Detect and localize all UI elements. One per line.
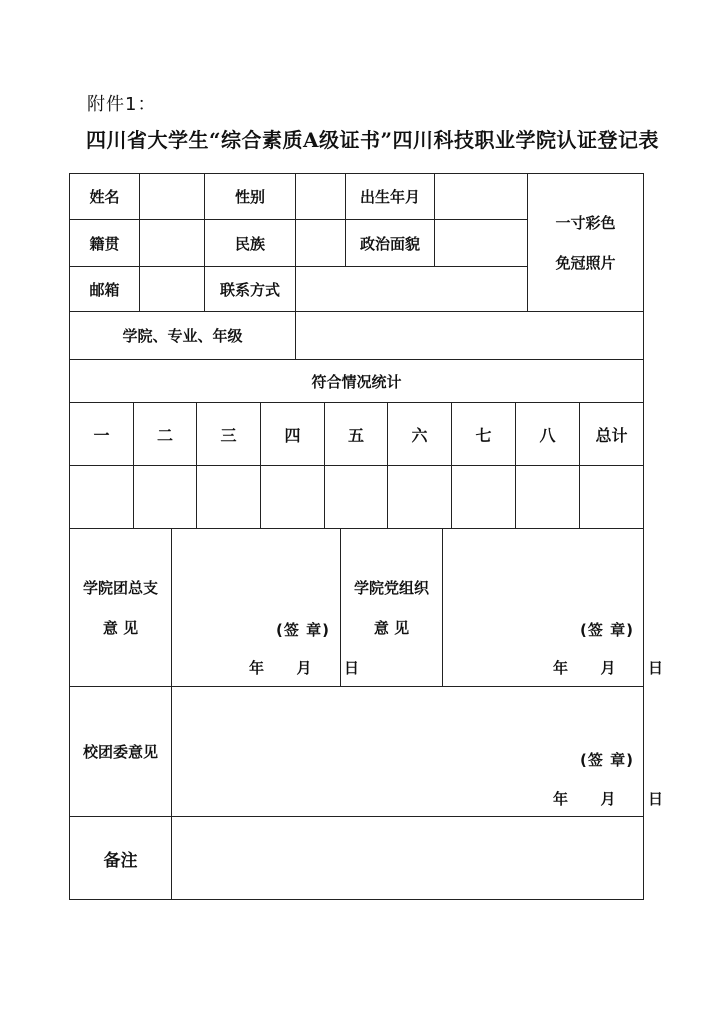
- league-branch-date-year: 年: [249, 659, 265, 677]
- stats-header: 符合情况统计: [69, 359, 644, 403]
- birth-field[interactable]: [434, 173, 528, 220]
- photo-text-line1: 一寸彩色: [555, 213, 616, 232]
- political-status-label: 政治面貌: [345, 219, 435, 267]
- league-branch-date-month: 月: [296, 659, 312, 677]
- school-league-date-month: 月: [600, 790, 616, 808]
- gender-field[interactable]: [295, 173, 346, 220]
- stats-column-8: 八: [515, 402, 580, 466]
- league-branch-opinion-label: [69, 528, 172, 687]
- school-league-date-year: 年: [553, 790, 569, 808]
- stats-value-5[interactable]: [324, 465, 388, 529]
- ethnicity-label: 民族: [204, 219, 296, 267]
- party-org-signature: (签 章): [580, 621, 634, 639]
- school-league-opinion-label: 校团委意见: [69, 686, 172, 817]
- stats-value-6[interactable]: [387, 465, 452, 529]
- school-league-date-day: 日: [647, 790, 663, 808]
- contact-label: 联系方式: [204, 266, 296, 312]
- photo-text-line2: 免冠照片: [555, 253, 616, 272]
- league-branch-line2: 意 见: [102, 618, 139, 637]
- attachment-label: 附件1：: [87, 94, 157, 115]
- stats-value-1[interactable]: [69, 465, 134, 529]
- native-place-field[interactable]: [139, 219, 205, 267]
- name-label: 姓名: [69, 173, 140, 220]
- name-field[interactable]: [139, 173, 205, 220]
- gender-label: 性别: [204, 173, 296, 220]
- stats-value-3[interactable]: [196, 465, 261, 529]
- ethnicity-field[interactable]: [295, 219, 346, 267]
- school-league-signature: (签 章): [580, 751, 634, 769]
- stats-value-total[interactable]: [579, 465, 644, 529]
- email-label: 邮箱: [69, 266, 140, 312]
- stats-column-2: 二: [133, 402, 197, 466]
- stats-column-total: 总计: [579, 402, 644, 466]
- stats-value-2[interactable]: [133, 465, 197, 529]
- birth-label: 出生年月: [345, 173, 435, 220]
- party-org-line1: 学院党组织: [353, 578, 429, 597]
- stats-column-5: 五: [324, 402, 388, 466]
- league-branch-date-day: 日: [343, 659, 359, 677]
- party-org-date: [553, 657, 663, 678]
- party-org-date-day: 日: [647, 659, 663, 677]
- stats-value-8[interactable]: [515, 465, 580, 529]
- document-title: 四川省大学生“综合素质A级证书”四川科技职业学院认证登记表: [86, 128, 660, 152]
- league-branch-date: [249, 657, 359, 678]
- school-league-date: [553, 788, 663, 809]
- party-org-date-year: 年: [553, 659, 569, 677]
- photo-box[interactable]: [527, 173, 644, 312]
- stats-column-4: 四: [260, 402, 325, 466]
- stats-column-6: 六: [387, 402, 452, 466]
- league-branch-line1: 学院团总支: [82, 578, 158, 597]
- party-org-line2: 意 见: [373, 618, 410, 637]
- stats-value-7[interactable]: [451, 465, 516, 529]
- party-org-date-month: 月: [600, 659, 616, 677]
- stats-column-1: 一: [69, 402, 134, 466]
- email-field[interactable]: [139, 266, 205, 312]
- league-branch-signature: (签 章): [276, 621, 330, 639]
- remarks-field[interactable]: [171, 816, 644, 900]
- stats-column-7: 七: [451, 402, 516, 466]
- remarks-label: 备注: [69, 816, 172, 900]
- political-status-field[interactable]: [434, 219, 528, 267]
- college-major-grade-label: 学院、专业、年级: [69, 311, 296, 360]
- stats-column-3: 三: [196, 402, 261, 466]
- college-major-grade-field[interactable]: [295, 311, 644, 360]
- contact-field[interactable]: [295, 266, 528, 312]
- native-place-label: 籍贯: [69, 219, 140, 267]
- stats-value-4[interactable]: [260, 465, 325, 529]
